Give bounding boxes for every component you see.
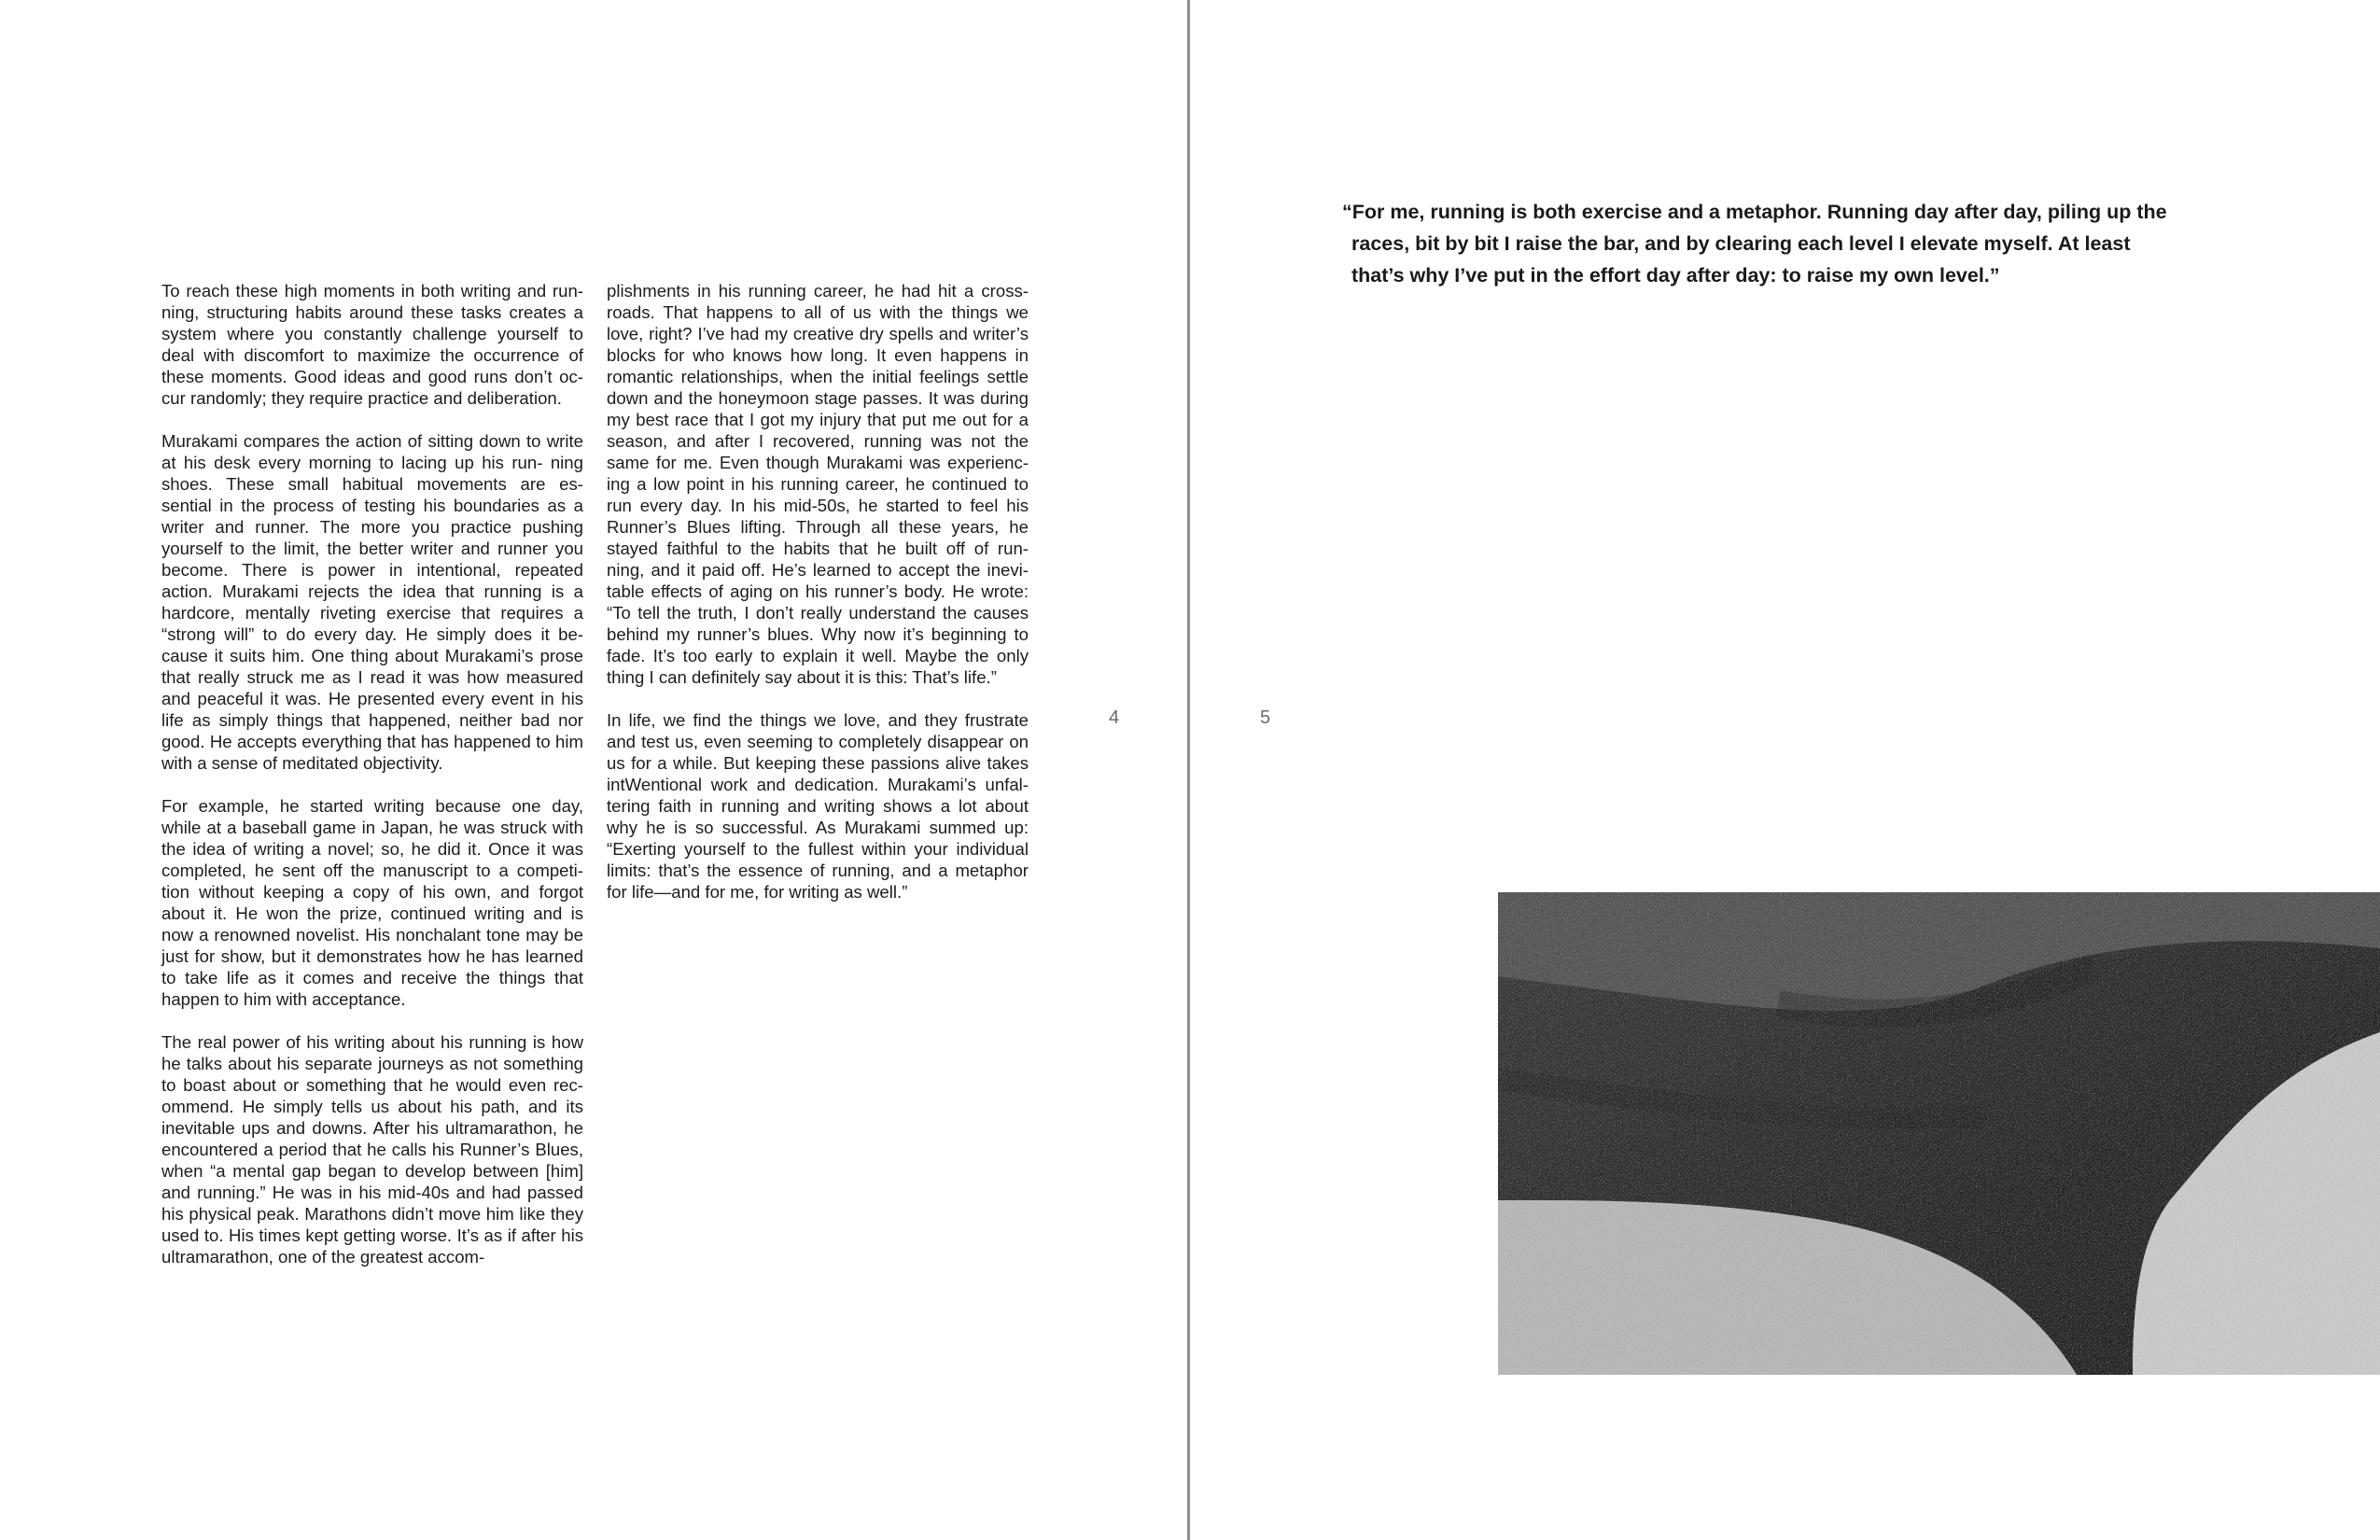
pull-quote-line: that’s why I’ve put in the effort day after day: to raise my own level.” xyxy=(1351,264,2000,287)
pull-quote-line: races, bit by bit I raise the bar, and by clearing each level I elevate myself. At least xyxy=(1351,232,2131,255)
body-paragraph: The real power of his writing about his running is how he talks about his separate journeys as not something to boast about or something that he would even rec- ommend. He simply tells us about his path, and its inevitable ups and downs. After his ultramarathon, he encountered a period that he calls his Runner’s Blues, when “a mental gap began to develop between [him] and running.” He was in his mid-40s and had passed his physical peak. Marathons didn’t move him like they used to. His times kept getting worse. It’s as if after his ultramarathon, one of the greatest accom- xyxy=(161,1032,583,1267)
left-page-column-2 xyxy=(607,280,1029,924)
grainy-black-and-white-photo xyxy=(1498,892,2380,1375)
page-gutter-divider xyxy=(1187,0,1190,1540)
body-paragraph: Murakami compares the action of sitting down to write at his desk every morning to lacing up his run- ning shoes. These small habitual movements are es- sential in the process of testing his boundaries as a writer and runner. The more you practice pushing yourself to the limit, the better writer and runner you become. There is power in intentional, repeated action. Murakami rejects the idea that running is a hardcore, mentally riveting exercise that requires a “strong will” to do every day. He simply does it be- cause it suits him. One thing about Murakami’s prose that really struck me as I read it was how measured and peaceful it was. He presented every event in his life as simply things that happened, neither bad nor good. He accepts everything that has happened to him with a sense of meditated objectivity. xyxy=(161,431,583,773)
pull-quote-line: “For me, running is both exercise and a metaphor. Running day after day, piling up the xyxy=(1342,201,2167,223)
right-page-number: 5 xyxy=(1260,707,1271,728)
body-paragraph: For example, he started writing because one day, while at a baseball game in Japan, he was struck with the idea of writing a novel; so, he did it. Once it was completed, he sent off the manuscript to a competi- tion without keeping a copy of his own, and forgot about it. He won the prize, continued writing and is now a renowned novelist. His nonchalant tone may be just for show, but it demonstrates how he has learned to take life as it comes and receive the things that happen to him with acceptance. xyxy=(161,796,583,1009)
body-paragraph: In life, we find the things we love, and they frustrate and test us, even seeming to completely disappear on us for a while. But keeping these passions alive takes intWentional work and dedication. Murakami’s unfal- tering faith in running and writing shows a lot about why he is so successful. As Murakami summed up: “Exerting yourself to the fullest within your individual limits: that’s the essence of running, and a metaphor for life—and for me, for writing as well.” xyxy=(607,710,1029,902)
pull-quote xyxy=(1342,196,2167,291)
body-paragraph: To reach these high moments in both writing and run- ning, structuring habits around these tasks creates a system where you constantly challenge yourself to deal with discomfort to maximize the occurrence of these moments. Good ideas and good runs don’t oc- cur randomly; they require practice and deliberation. xyxy=(161,281,583,408)
photo-graphic xyxy=(1498,892,2380,1375)
left-page-number: 4 xyxy=(1109,707,1120,728)
left-page-column-1 xyxy=(161,280,583,1289)
body-paragraph: plishments in his running career, he had hit a cross- roads. That happens to all of us with the things we love, right? I’ve had my creative dry spells and writer’s blocks for who knows how long. It even happens in romantic relationships, when the initial feelings settle down and the honeymoon stage passes. It was during my best race that I got my injury that put me out for a season, and after I recovered, running was not the same for me. Even though Murakami was experienc- ing a low point in his running career, he continued to run every day. In his mid-50s, he started to feel his Runner’s Blues lifting. Through all these years, he stayed faithful to the habits that he built off of run- ning, and it paid off. He’s learned to accept the inevi- table effects of aging on his runner’s body. He wrote: “To tell the truth, I don’t really understand the causes behind my runner’s blues. Why now it’s beginning to fade. It’s too early to explain it well. Maybe the only thing I can definitely say about it is this: That’s life.” xyxy=(607,281,1029,687)
